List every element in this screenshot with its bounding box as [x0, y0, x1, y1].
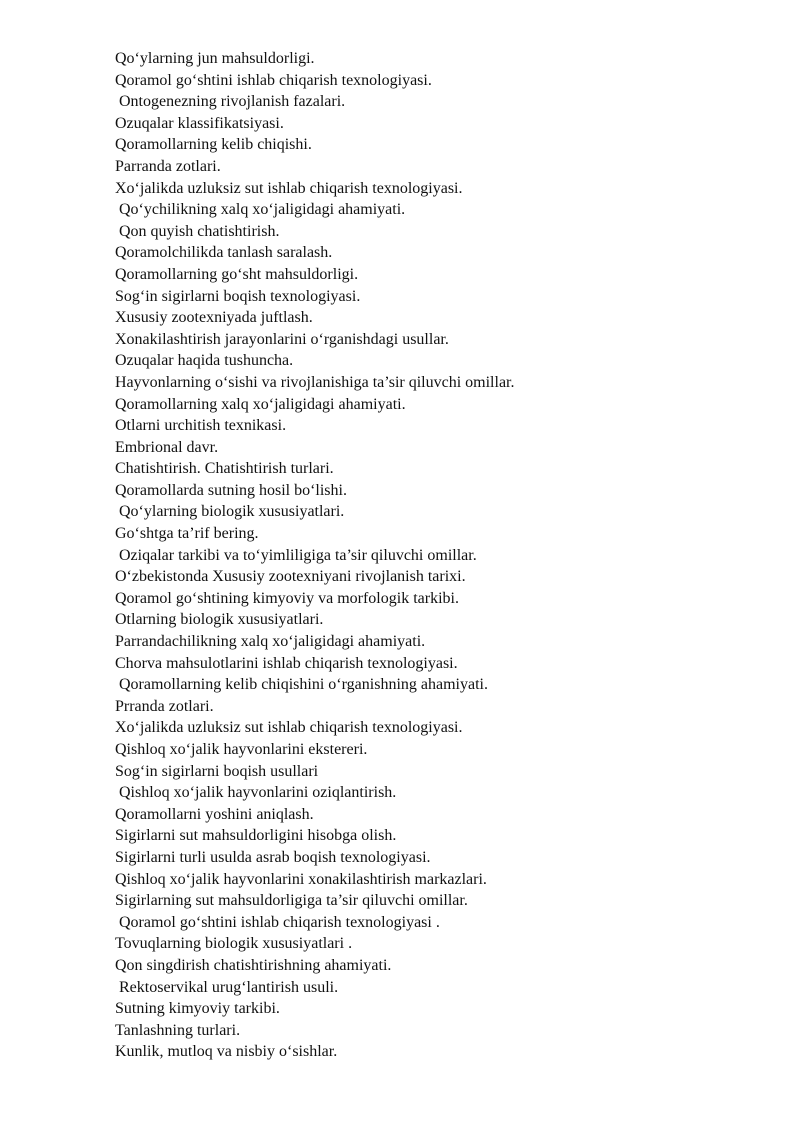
topic-line: Ozuqalar klassifikatsiyasi. [115, 114, 284, 132]
topic-line: Qon singdirish chatishtirishning ahamiyati. [115, 956, 392, 974]
topic-line: Sigirlarning sut mahsuldorligiga ta’sir qiluvchi omillar. [115, 892, 468, 910]
topic-line: Qoramollarning kelib chiqishi. [115, 136, 312, 154]
topic-list [115, 48, 515, 1063]
topic-line: Chatishtirish. Chatishtirish turlari. [115, 460, 334, 478]
topic-line: Qoramol go‘shtini ishlab chiqarish texnologiyasi. [115, 71, 432, 89]
topic-line: Qishloq xo‘jalik hayvonlarini ekstereri. [115, 741, 368, 758]
topic-line: Otlarni urchitish texnikasi. [115, 417, 287, 435]
topic-line: Go‘shtga ta’rif bering. [115, 525, 259, 543]
topic-line: Qoramol go‘shtini ishlab chiqarish texnologiyasi . [115, 913, 440, 931]
topic-line: Xo‘jalikda uzluksiz sut ishlab chiqarish texnologiyasi. [115, 719, 463, 737]
topic-line: Qo‘ychilikning xalq xo‘jaligidagi ahamiyati. [115, 201, 406, 219]
topic-line: Rektoservikal urug‘lantirish usuli. [115, 978, 339, 996]
topic-line: Ontogenezning rivojlanish fazalari. [115, 93, 346, 111]
topic-line: Prranda zotlari. [115, 697, 214, 715]
topic-line: Qoramollarning go‘sht mahsuldorligi. [115, 265, 359, 283]
topic-line: Sog‘in sigirlarni boqish texnologiyasi. [115, 287, 361, 305]
topic-line: Xonakilashtirish jarayonlarini o‘rganishdagi usullar. [115, 330, 449, 348]
topic-line: Qoramollarni yoshini aniqlash. [115, 805, 314, 823]
topic-line: Qoramollarda sutning hosil bo‘lishi. [115, 481, 347, 499]
topic-line: Qishloq xo‘jalik hayvonlarini xonakilashtirish markazlari. [115, 870, 487, 888]
topic-line: Oziqalar tarkibi va to‘yimliligiga ta’sir qiluvchi omillar. [115, 546, 477, 564]
topic-line: O‘zbekistonda Xususiy zootexniyani rivojlanish tarixi. [115, 568, 466, 586]
topic-line: Chorva mahsulotlarini ishlab chiqarish texnologiyasi. [115, 654, 458, 672]
topic-line: Tanlashning turlari. [115, 1021, 241, 1039]
topic-line: Xususiy zootexniyada juftlash. [115, 309, 313, 327]
topic-line: Qoramol go‘shtining kimyoviy va morfologik tarkibi. [115, 589, 459, 607]
topic-line: Sigirlarni sut mahsuldorligini hisobga olish. [115, 827, 397, 845]
topic-line: Hayvonlarning o‘sishi va rivojlanishiga ta’sir qiluvchi omillar. [115, 373, 515, 391]
topic-line: Parranda zotlari. [115, 157, 221, 175]
topic-line: Xo‘jalikda uzluksiz sut ishlab chiqarish texnologiyasi. [115, 179, 463, 197]
topic-line: Qishloq xo‘jalik hayvonlarini oziqlantirish. [115, 784, 397, 802]
topic-line: Otlarning biologik xususiyatlari. [115, 611, 324, 629]
topic-line: Qon quyish chatishtirish. [115, 222, 280, 240]
topic-line: Ozuqalar haqida tushuncha. [115, 352, 294, 370]
topic-line: Qoramollarning xalq xo‘jaligidagi ahamiyati. [115, 395, 406, 413]
topic-line: Embrional davr. [115, 438, 219, 456]
topic-line: Qo‘ylarning jun mahsuldorligi. [115, 50, 315, 67]
topic-line: Sog‘in sigirlarni boqish usullari [115, 762, 319, 780]
topic-line: Qoramolchilikda tanlash saralash. [115, 244, 333, 262]
topic-line: Qoramollarning kelib chiqishini o‘rganishning ahamiyati. [115, 676, 488, 694]
topic-line: Tovuqlarning biologik xususiyatlari . [115, 935, 353, 953]
topic-line: Qo‘ylarning biologik xususiyatlari. [115, 503, 345, 521]
topic-line: Sigirlarni turli usulda asrab boqish texnologiyasi. [115, 848, 431, 866]
topic-line: Parrandachilikning xalq xo‘jaligidagi ahamiyati. [115, 633, 426, 651]
topic-line: Sutning kimyoviy tarkibi. [115, 1000, 280, 1018]
topic-line: Kunlik, mutloq va nisbiy o‘sishlar. [115, 1043, 338, 1061]
